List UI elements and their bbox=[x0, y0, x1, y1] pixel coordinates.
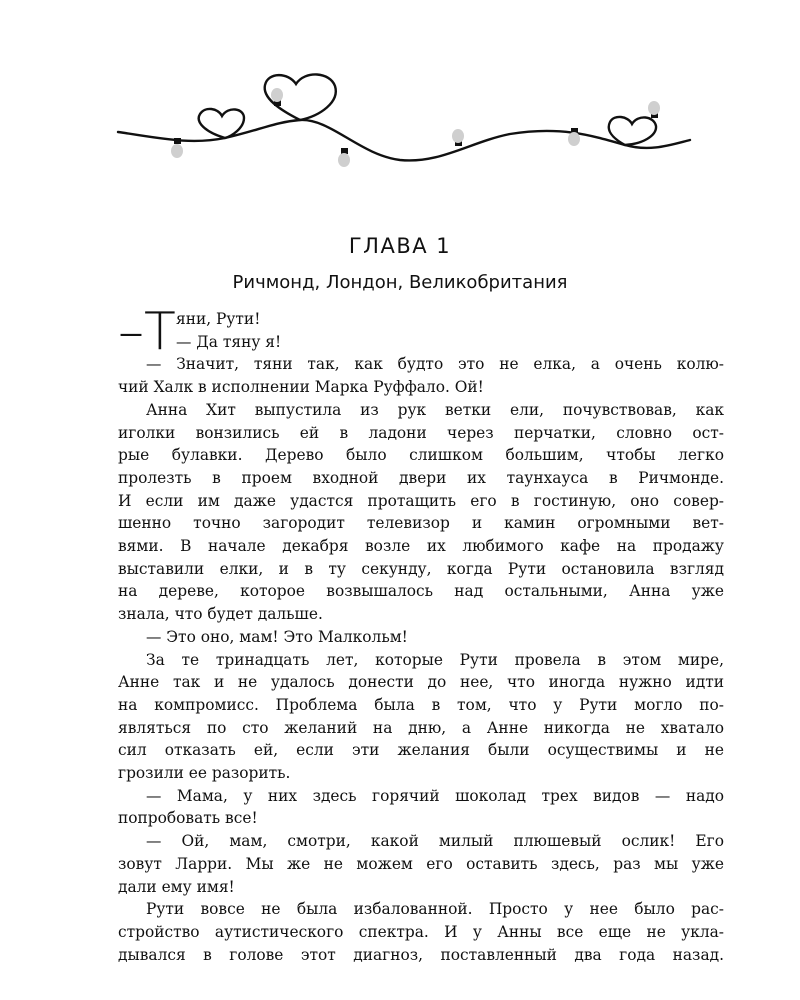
text-line: — Ой, мам, смотри, какой милый плюшевый ослик! Его bbox=[146, 832, 724, 851]
text-line: сил отказать ей, если эти желания были осуществимы и не bbox=[118, 741, 724, 760]
text-line: рые булавки. Дерево было слишком большим, чтобы легко bbox=[118, 446, 724, 465]
text-line: стройство аутистического спектра. И у Анны все еще не укла- bbox=[118, 922, 724, 941]
drop-cap-block bbox=[118, 302, 724, 362]
hearts-garland-icon bbox=[0, 60, 800, 180]
text-line: грозили ее разорить. bbox=[118, 764, 291, 783]
text-line: шенно точно загородит телевизор и камин огромными вет- bbox=[118, 514, 724, 533]
text-line: выставили елки, и в ту секунду, когда Рути остановила взгляд bbox=[118, 559, 724, 578]
text-line: — Да тяну я! bbox=[176, 332, 282, 351]
text-line: на компромисс. Проблема была в том, что у Рути могло по- bbox=[118, 695, 724, 714]
text-line: чий Халк в исполнении Марка Руффало. Ой! bbox=[118, 378, 484, 397]
text-line: дывался в голове этот диагноз, поставленный два года назад. bbox=[118, 945, 724, 964]
text-line: Анне так и не удалось донести до нее, что иногда нужно идти bbox=[118, 673, 724, 692]
text-line: яни, Рути! bbox=[176, 310, 261, 328]
chapter-body bbox=[118, 302, 724, 966]
drop-cap: –Т bbox=[118, 302, 176, 362]
text-line: Анна Хит выпустила из рук ветки ели, почувствовав, как bbox=[146, 400, 724, 419]
text-line: — Мама, у них здесь горячий шоколад трех видов — надо bbox=[146, 786, 724, 805]
text-line: — Это оно, мам! Это Малкольм! bbox=[146, 627, 408, 646]
text-line: на дереве, которое возвышалось над остальными, Анна уже bbox=[118, 582, 724, 601]
text-line: зовут Ларри. Мы же не можем его оставить здесь, раз мы уже bbox=[118, 854, 724, 873]
text-line: Рути вовсе не была избалованной. Просто у нее было рас- bbox=[146, 900, 724, 919]
text-line: попробовать все! bbox=[118, 809, 258, 828]
chapter-subtitle: Ричмонд, Лондон, Великобритания bbox=[232, 272, 568, 293]
text-line: знала, что будет дальше. bbox=[118, 605, 323, 624]
text-line: являться по сто желаний на дню, а Анне никогда не хватало bbox=[118, 718, 724, 737]
text-line: вями. В начале декабря возле их любимого кафе на продажу bbox=[118, 537, 724, 556]
text-line: За те тринадцать лет, которые Рути провела в этом мире, bbox=[146, 650, 724, 669]
text-line: И если им даже удастся протащить его в гостиную, оно совер- bbox=[118, 491, 724, 510]
chapter-title: ГЛАВА 1 bbox=[348, 234, 452, 258]
text-line: — Значит, тяни так, как будто это не елка, а очень колю- bbox=[146, 355, 724, 374]
text-line: пролезть в проем входной двери их таунхауса в Ричмонде. bbox=[118, 468, 724, 487]
text-line: дали ему имя! bbox=[118, 877, 235, 896]
text-line: иголки вонзились ей в ладони через перчатки, словно ост- bbox=[118, 423, 724, 442]
